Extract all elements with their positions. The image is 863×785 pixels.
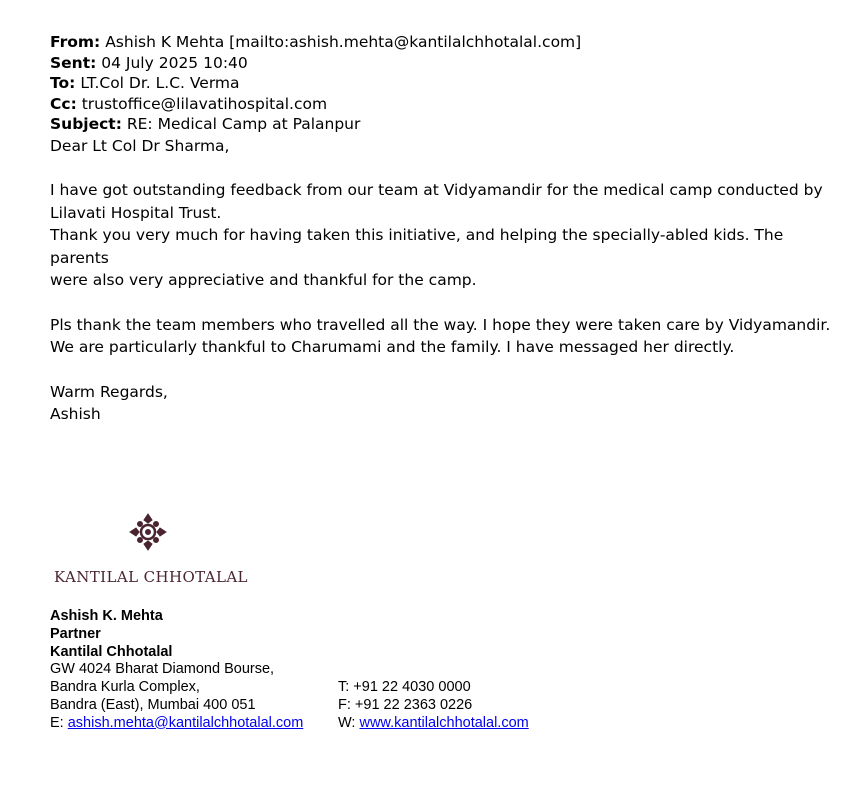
signature-title: Partner	[50, 625, 101, 642]
logo-wordmark: KANTILAL CHHOTALAL	[54, 568, 248, 586]
address-line: Bandra (East), Mumbai 400 051	[50, 696, 256, 713]
paragraph-2	[50, 314, 840, 359]
paragraph-line: I have got outstanding feedback from our team at Vidyamandir for the medical camp conducted by	[50, 181, 823, 199]
subject-value: RE: Medical Camp at Palanpur	[126, 115, 361, 133]
paragraph-line: Thank you very much for having taken this initiative, and helping the specially-abled kids. The parents	[50, 226, 784, 267]
to-value: LT.Col Dr. L.C. Verma	[80, 74, 240, 92]
from-label: From:	[50, 33, 101, 51]
signature-company: Kantilal Chhotalal	[50, 643, 173, 660]
cc-value: trustoffice@lilavatihospital.com	[81, 94, 328, 113]
address-line: Bandra Kurla Complex,	[50, 679, 200, 696]
email-label: E:	[50, 714, 64, 731]
closing-text: Warm Regards,	[50, 382, 168, 401]
web-label: W:	[338, 714, 356, 731]
to-line	[50, 73, 840, 94]
signature-contact	[50, 714, 529, 733]
paragraph-line: We are particularly thankful to Charumami and the family. I have messaged her directly.	[50, 338, 735, 356]
signature-address-1	[50, 661, 303, 679]
sent-line	[50, 53, 840, 74]
signature-name: Ashish K. Mehta	[50, 608, 163, 624]
ornament-logo-icon	[128, 512, 168, 552]
greeting: Dear Lt Col Dr Sharma,	[50, 136, 230, 155]
paragraph-line: Pls thank the team members who travelled all the way. I hope they were taken care by Vidyamandir.	[50, 315, 831, 334]
sender-name: Ashish	[50, 405, 101, 423]
email-headers	[50, 32, 840, 135]
signature-address-2	[50, 679, 471, 697]
from-line	[50, 32, 840, 53]
website-row	[338, 715, 529, 733]
signature-address-3	[50, 696, 473, 715]
to-label: To:	[50, 74, 76, 92]
sent-label: Sent:	[50, 53, 97, 72]
subject-line	[50, 114, 840, 135]
paragraph-line: Lilavati Hospital Trust.	[50, 203, 222, 222]
address-line: GW 4024 Bharat Diamond Bourse,	[50, 661, 275, 678]
phone-number: T: +91 22 4030 0000	[338, 679, 471, 696]
email-body	[50, 135, 840, 426]
website-link[interactable]: www.kantilalchhotalal.com	[359, 714, 529, 731]
from-value: Ashish K Mehta [mailto:ashish.mehta@kantilalchhotalal.com]	[105, 33, 582, 51]
email-signature	[50, 608, 529, 733]
email-message	[50, 32, 840, 426]
cc-label: Cc:	[50, 94, 77, 113]
closing	[50, 381, 840, 426]
subject-label: Subject:	[50, 115, 122, 133]
sent-value: 04 July 2025 10:40	[101, 53, 248, 72]
fax-number: F: +91 22 2363 0226	[338, 696, 473, 713]
company-logo	[54, 512, 248, 592]
cc-line	[50, 94, 840, 115]
paragraph-line: were also very appreciative and thankful for the camp.	[50, 271, 477, 289]
paragraph-1	[50, 179, 840, 292]
email-link[interactable]: ashish.mehta@kantilalchhotalal.com	[67, 714, 304, 731]
